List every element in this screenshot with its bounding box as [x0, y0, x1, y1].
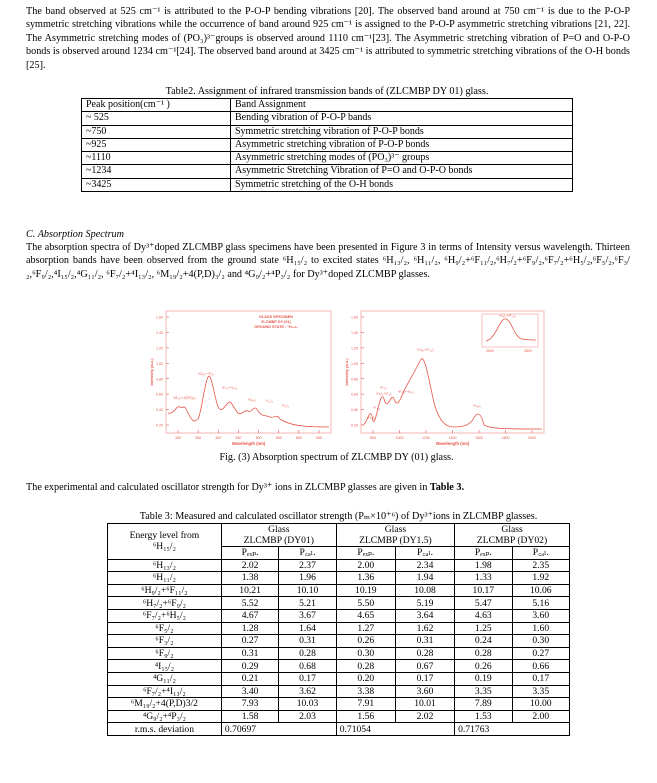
- energy-level-cell: ⁶F₇/₂+⁶H₅/₂: [108, 609, 222, 622]
- left-peak-label: ⁶F₉/₂: [282, 404, 289, 408]
- right_panel-ytick-label: 1.00: [351, 361, 358, 366]
- band-assignment-cell: Symmetric stretching vibration of P-O-P bonds: [231, 125, 573, 138]
- oscillator-value-cell: 4.65: [336, 609, 395, 622]
- oscillator-value-cell: 10.01: [395, 698, 454, 711]
- table-row: [108, 572, 570, 585]
- right_panel-ytick-label: 0.60: [351, 392, 358, 397]
- oscillator-value-cell: 0.31: [221, 647, 278, 660]
- oscillator-value-cell: 0.30: [512, 635, 569, 648]
- right-peak-label: ⁶H₁₁/₂: [367, 416, 376, 420]
- right_panel-xtick-label: 1600: [475, 436, 483, 440]
- table-row: [108, 635, 570, 648]
- oscillator-value-cell: 1.64: [279, 622, 336, 635]
- oscillator-value-cell: 10.08: [395, 584, 454, 597]
- oscillator-value-cell: 0.31: [395, 635, 454, 648]
- left_panel-xtick-label: 650: [316, 436, 322, 440]
- oscillator-value-cell: 1.36: [336, 572, 395, 585]
- peak-position-cell: ~925: [82, 138, 231, 151]
- table-row: [82, 165, 573, 178]
- glass-header: [455, 524, 570, 547]
- table-row: [108, 584, 570, 597]
- oscillator-value-cell: 3.35: [512, 685, 569, 698]
- oscillator-value-cell: 0.27: [221, 635, 278, 648]
- left-panel-title-line: GROUND STATE - ⁶H₁₅/₂: [254, 325, 298, 329]
- left-peak-label: ⁶G₉/₂+⁴P₃/₂: [198, 372, 215, 376]
- energy-level-cell: ⁶F₅/₂: [108, 622, 222, 635]
- glass-header: [336, 524, 454, 547]
- oscillator-value-cell: 0.26: [336, 635, 395, 648]
- p-exp-header: Pₑₓₚ.: [336, 547, 395, 560]
- p-exp-header: Pₑₓₚ.: [455, 547, 512, 560]
- right_panel-xtick-label: 1000: [395, 436, 404, 440]
- column-header: Band Assignment: [231, 99, 573, 112]
- right_panel-ytick-label: 1.20: [351, 346, 358, 351]
- p-cal-header: P꜀ₐₗ.: [279, 547, 336, 560]
- p-exp-header: Pₑₓₚ.: [221, 547, 278, 560]
- oscillator-value-cell: 0.17: [512, 672, 569, 685]
- oscillator-value-cell: 3.38: [336, 685, 395, 698]
- oscillator-value-cell: 5.47: [455, 597, 512, 610]
- glass-header-line: ZLCMBP (DY1.5): [359, 535, 432, 546]
- energy-level-cell: ⁶H₁₁/₂: [108, 572, 222, 585]
- oscillator-value-cell: 10.19: [336, 584, 395, 597]
- right-peak-label: ⁶H₉/₂+⁶F₁₁/₂: [417, 348, 434, 352]
- oscillator-value-cell: 0.66: [512, 660, 569, 673]
- energy-level-header: [108, 524, 222, 560]
- p-cal-header: P꜀ₐₗ.: [395, 547, 454, 560]
- oscillator-value-cell: 7.93: [221, 698, 278, 711]
- oscillator-value-cell: 1.28: [221, 622, 278, 635]
- oscillator-value-cell: 0.19: [455, 672, 512, 685]
- column-header: Peak position(cm⁻¹ ): [82, 99, 231, 112]
- oscillator-value-cell: 10.10: [279, 584, 336, 597]
- oscillator-value-cell: 1.38: [221, 572, 278, 585]
- table3-intro: [26, 481, 630, 494]
- energy-level-cell: ⁴G₉/₂+⁴P₃/₂: [108, 710, 222, 723]
- glass-header-line: ZLCMBP (DY02): [476, 535, 548, 546]
- oscillator-value-cell: 5.50: [336, 597, 395, 610]
- glass-header-line: Glass: [384, 524, 407, 535]
- oscillator-value-cell: 2.02: [221, 559, 278, 572]
- energy-level-cell: ⁶H₉/₂+⁶F₁₁/₂: [108, 584, 222, 597]
- figure-caption: Fig. (3) Absorption spectrum of ZLCMBP DY (01) glass.: [219, 452, 454, 463]
- oscillator-value-cell: 1.25: [455, 622, 512, 635]
- peak-position-cell: ~750: [82, 125, 231, 138]
- left_panel-ytick-label: 0.20: [156, 423, 163, 428]
- oscillator-value-cell: 7.89: [455, 698, 512, 711]
- oscillator-value-cell: 4.63: [455, 609, 512, 622]
- table-row: [108, 672, 570, 685]
- oscillator-value-cell: 3.60: [512, 609, 569, 622]
- right-peak-label: ⁶H₇/₂+⁶F₉/₂: [376, 392, 392, 396]
- energy-level-cell: ⁴G₁₁/₂: [108, 672, 222, 685]
- oscillator-value-cell: 5.19: [395, 597, 454, 610]
- oscillator-value-cell: 2.02: [395, 710, 454, 723]
- oscillator-value-cell: 0.17: [395, 672, 454, 685]
- right_panel-ytick-label: 0.80: [351, 377, 358, 382]
- band-assignment-cell: Bending vibration of P-O-P bands: [231, 112, 573, 125]
- left_panel-ytick-label: 1.00: [156, 361, 163, 366]
- rms-value: 0.70697: [221, 723, 336, 736]
- energy-level-cell: ⁶M₁₉/₂+4(P,D)3/2: [108, 698, 222, 711]
- table2-caption: Table2. Assignment of infrared transmission bands of (ZLCMBP DY 01) glass.: [165, 86, 489, 97]
- glass-header-line: ZLCMBP (DY01): [243, 535, 314, 546]
- peak-position-cell: ~1234: [82, 165, 231, 178]
- oscillator-value-cell: 2.03: [279, 710, 336, 723]
- table-row: [108, 597, 570, 610]
- table-header-row: [108, 524, 570, 547]
- left_panel-plot-frame: [166, 311, 331, 433]
- left_panel-xtick-label: 500: [255, 436, 262, 440]
- absorption-spectrum-svg: [118, 303, 555, 449]
- p-cal-header: P꜀ₐₗ.: [512, 547, 569, 560]
- left_panel-yaxis-label: Intensity (a.u.): [149, 358, 154, 386]
- oscillator-value-cell: 1.94: [395, 572, 454, 585]
- table-row: [108, 685, 570, 698]
- left_panel-xtick-label: 550: [275, 436, 282, 440]
- peak-position-cell: ~ 525: [82, 112, 231, 125]
- table-row: [82, 152, 573, 165]
- right_panel-ytick-label: 1.40: [351, 331, 358, 336]
- table-row: [108, 698, 570, 711]
- table-row: [108, 622, 570, 635]
- right_panel-ytick-label: 0.20: [351, 423, 358, 428]
- table-row: [108, 559, 570, 572]
- peak-position-cell: ~1110: [82, 152, 231, 165]
- oscillator-value-cell: 1.33: [455, 572, 512, 585]
- left-panel-title-line: ZLCMBP DY (01): [261, 320, 291, 324]
- absorption-paragraph: The absorption spectra of Dy³⁺doped ZLCMBP glass specimens have been presented in Figure 3 in terms of Intensity versus wavelength. Thirteen absorption bands have been observed from the ground state ⁶H₁₅/₂ to excited states ⁶H₁₃/₂, ⁶H₁₁/₂, ⁶H₉/₂+⁶F₁₁/₂,⁶H₇/₂+⁶F₉/₂,⁶F₇/₂+⁶H₅/₂,⁶F₅/₂,⁶F₃/₂,⁶F₉/₂,⁴I₁₅/₂,⁴G₁₁/₂, ⁶F₇/₂+⁴I₁₃/₂, ⁶M₁₉/₂+4(P,D)₃/₂ and ⁴G₉/₂+⁴P₃/₂ for Dy³⁺doped ZLCMBP glasses.: [26, 242, 630, 280]
- table3-intro-text: The experimental and calculated oscillator strength for Dy³⁺ ions in ZLCMBP glasses are given in: [26, 482, 430, 493]
- table3-intro-ref: Table 3.: [429, 482, 465, 493]
- energy-level-cell: ⁶H₇/₂+⁶F₉/₂: [108, 597, 222, 610]
- oscillator-value-cell: 2.34: [395, 559, 454, 572]
- right_panel-xtick-label: 1400: [448, 436, 457, 440]
- left_panel-xtick-label: 450: [235, 436, 242, 440]
- oscillator-value-cell: 0.68: [279, 660, 336, 673]
- oscillator-value-cell: 10.21: [221, 584, 278, 597]
- oscillator-value-cell: 3.62: [279, 685, 336, 698]
- oscillator-value-cell: 0.28: [336, 660, 395, 673]
- energy-level-cell: ⁴I₁₅/₂: [108, 660, 222, 673]
- oscillator-value-cell: 0.26: [455, 660, 512, 673]
- oscillator-value-cell: 10.06: [512, 584, 569, 597]
- energy-level-cell: ⁶H₁₃/₂: [108, 559, 222, 572]
- left_panel-ytick-label: 0.60: [156, 392, 163, 397]
- right_panel-xaxis-label: Wavelength (nm): [435, 441, 470, 446]
- left_panel-xaxis-label: Wavelength (nm): [231, 441, 266, 446]
- energy-level-cell: ⁶F₇/₂+⁴I₁₃/₂: [108, 685, 222, 698]
- left-peak-label: ⁶M₁₉/₂+4(P,D)₃/₂: [173, 396, 197, 400]
- table-row: [82, 125, 573, 138]
- oscillator-value-cell: 10.00: [512, 698, 569, 711]
- peak-position-cell: ~3425: [82, 178, 231, 191]
- oscillator-value-cell: 3.60: [395, 685, 454, 698]
- intro-paragraph: The band observed at 525 cm⁻¹ is attributed to the P-O-P bending vibrations [20]. The observed band around at 750 cm⁻¹ is due to the P-O-P symmetric stretching vibrations while the occurrence of band around 925 cm⁻¹ is assigned to the P-O-P asymmetric stretching vibrations [21, 22]. The Asymmetric stretching modes of (PO₃)³⁻groups is observed around 1110 cm⁻¹[23]. The Asymmetric stretching vibration of P=O and O-P-O bonds is observed around 1234 cm⁻¹[24]. The observed band around at 3425 cm⁻¹ is attributed to symmetric stretching vibrations of the O-H bonds [25].: [26, 6, 630, 71]
- oscillator-value-cell: 3.40: [221, 685, 278, 698]
- band-assignment-cell: Asymmetric stretching modes of (PO₃)³⁻ groups: [231, 152, 573, 165]
- oscillator-value-cell: 1.60: [512, 622, 569, 635]
- inset-xtick-label: 2800: [524, 349, 532, 353]
- oscillator-value-cell: 0.30: [336, 647, 395, 660]
- rms-value: 0.71763: [455, 723, 570, 736]
- section-heading: C. Absorption Spectrum: [26, 229, 125, 240]
- oscillator-value-cell: 2.37: [279, 559, 336, 572]
- oscillator-value-cell: 10.17: [455, 584, 512, 597]
- table-row: [108, 647, 570, 660]
- oscillator-value-cell: 1.58: [221, 710, 278, 723]
- oscillator-value-cell: 4.67: [221, 609, 278, 622]
- left-peak-label: ⁶F₇/₂+⁴I₁₃/₂: [222, 386, 238, 390]
- oscillator-value-cell: 0.20: [336, 672, 395, 685]
- oscillator-value-cell: 1.62: [395, 622, 454, 635]
- oscillator-value-cell: 2.35: [512, 559, 569, 572]
- left_panel-ytick-label: 1.20: [156, 346, 163, 351]
- table-row: [82, 112, 573, 125]
- left_panel-ytick-label: 1.40: [156, 331, 163, 336]
- oscillator-value-cell: 1.56: [336, 710, 395, 723]
- glass-header: [221, 524, 336, 547]
- oscillator-value-cell: 3.67: [279, 609, 336, 622]
- energy-level-cell: ⁶F₉/₂: [108, 647, 222, 660]
- right_panel-ytick-label: 1.60: [351, 315, 358, 320]
- rms-label: r.m.s. deviation: [108, 723, 222, 736]
- energy-level-header-line: Energy level from: [129, 530, 200, 542]
- left_panel-xtick-label: 600: [295, 436, 302, 440]
- left-peak-label: ⁴G₁₁/₂: [248, 398, 257, 402]
- oscillator-value-cell: 1.27: [336, 622, 395, 635]
- oscillator-value-cell: 2.00: [512, 710, 569, 723]
- left-peak-label: ⁴I₁₅/₂: [266, 399, 273, 403]
- oscillator-value-cell: 0.28: [279, 647, 336, 660]
- right_panel-ytick-label: 0.40: [351, 408, 358, 413]
- table-header-row: [82, 99, 573, 112]
- table-row: [108, 710, 570, 723]
- oscillator-value-cell: 10.03: [279, 698, 336, 711]
- oscillator-value-cell: 0.21: [221, 672, 278, 685]
- band-assignment-cell: Asymmetric stretching vibration of P-O-P bonds: [231, 138, 573, 151]
- oscillator-value-cell: 0.27: [512, 647, 569, 660]
- oscillator-value-cell: 0.67: [395, 660, 454, 673]
- right-peak-label: ⁶F₅/₂: [380, 386, 387, 390]
- rms-deviation-row: [108, 723, 570, 736]
- oscillator-value-cell: 7.91: [336, 698, 395, 711]
- oscillator-value-cell: 0.24: [455, 635, 512, 648]
- table3-caption: Table 3: Measured and calculated oscillator strength (Pₘ×10⁺⁶) of Dy³⁺ions in ZLCMBP glasses.: [139, 511, 538, 522]
- right-inset-frame: [482, 314, 538, 347]
- band-assignment-cell: Symmetric stretching of the O-H bonds: [231, 178, 573, 191]
- inset-xtick-label: 2600: [486, 349, 494, 353]
- right-peak-label: ⁶H₁₃/₂: [473, 404, 482, 408]
- right_panel-xtick-label: 1800: [501, 436, 510, 440]
- right_panel-xtick-label: 800: [370, 436, 376, 440]
- oscillator-value-cell: 0.31: [279, 635, 336, 648]
- rms-value: 0.71054: [336, 723, 454, 736]
- table-row: [82, 138, 573, 151]
- oscillator-strength-table: [107, 523, 570, 736]
- oscillator-value-cell: 1.53: [455, 710, 512, 723]
- oscillator-value-cell: 0.29: [221, 660, 278, 673]
- table-row: [108, 609, 570, 622]
- glass-header-line: Glass: [268, 524, 290, 535]
- left_panel-xtick-label: 350: [195, 436, 202, 440]
- right-peak-label: ⁶F₃/₂: [373, 406, 380, 410]
- right-peak-label: ⁶F₇/₂+⁶H₅/₂: [398, 390, 414, 394]
- energy-level-header-line: ⁶H₁₅/₂: [152, 541, 176, 553]
- left_panel-ytick-label: 0.80: [156, 377, 163, 382]
- left_panel-xtick-label: 300: [175, 436, 181, 440]
- left_panel-ytick-label: 0.40: [156, 408, 163, 413]
- left_panel-xtick-label: 400: [215, 436, 222, 440]
- oscillator-value-cell: 1.92: [512, 572, 569, 585]
- oscillator-value-cell: 0.28: [455, 647, 512, 660]
- table-row: [108, 660, 570, 673]
- oscillator-value-cell: 0.28: [395, 647, 454, 660]
- oscillator-value-cell: 2.00: [336, 559, 395, 572]
- oscillator-value-cell: 0.17: [279, 672, 336, 685]
- energy-level-cell: ⁶F₃/₂: [108, 635, 222, 648]
- glass-header-line: Glass: [501, 524, 523, 535]
- oscillator-value-cell: 1.98: [455, 559, 512, 572]
- absorption-spectrum-figure: [118, 303, 555, 449]
- oscillator-value-cell: 5.52: [221, 597, 278, 610]
- infrared-bands-table: [81, 98, 573, 192]
- inset-peak-label: ⁶H₉/₂+⁶F₁₁/₂: [499, 314, 516, 318]
- left-panel-title-line: GLASS SPECIMEN: [259, 315, 293, 319]
- table-row: [82, 178, 573, 191]
- band-assignment-cell: Asymmetric Stretching Vibration of P=O and O-P-O bonds: [231, 165, 573, 178]
- oscillator-value-cell: 5.21: [279, 597, 336, 610]
- oscillator-value-cell: 3.35: [455, 685, 512, 698]
- oscillator-value-cell: 5.16: [512, 597, 569, 610]
- right_panel-xtick-label: 1200: [422, 436, 430, 440]
- right_panel-xtick-label: 2000: [528, 436, 536, 440]
- oscillator-value-cell: 3.64: [395, 609, 454, 622]
- oscillator-value-cell: 1.96: [279, 572, 336, 585]
- right_panel-yaxis-label: Intensity (a.u.): [344, 358, 349, 386]
- left_panel-ytick-label: 1.60: [156, 315, 163, 320]
